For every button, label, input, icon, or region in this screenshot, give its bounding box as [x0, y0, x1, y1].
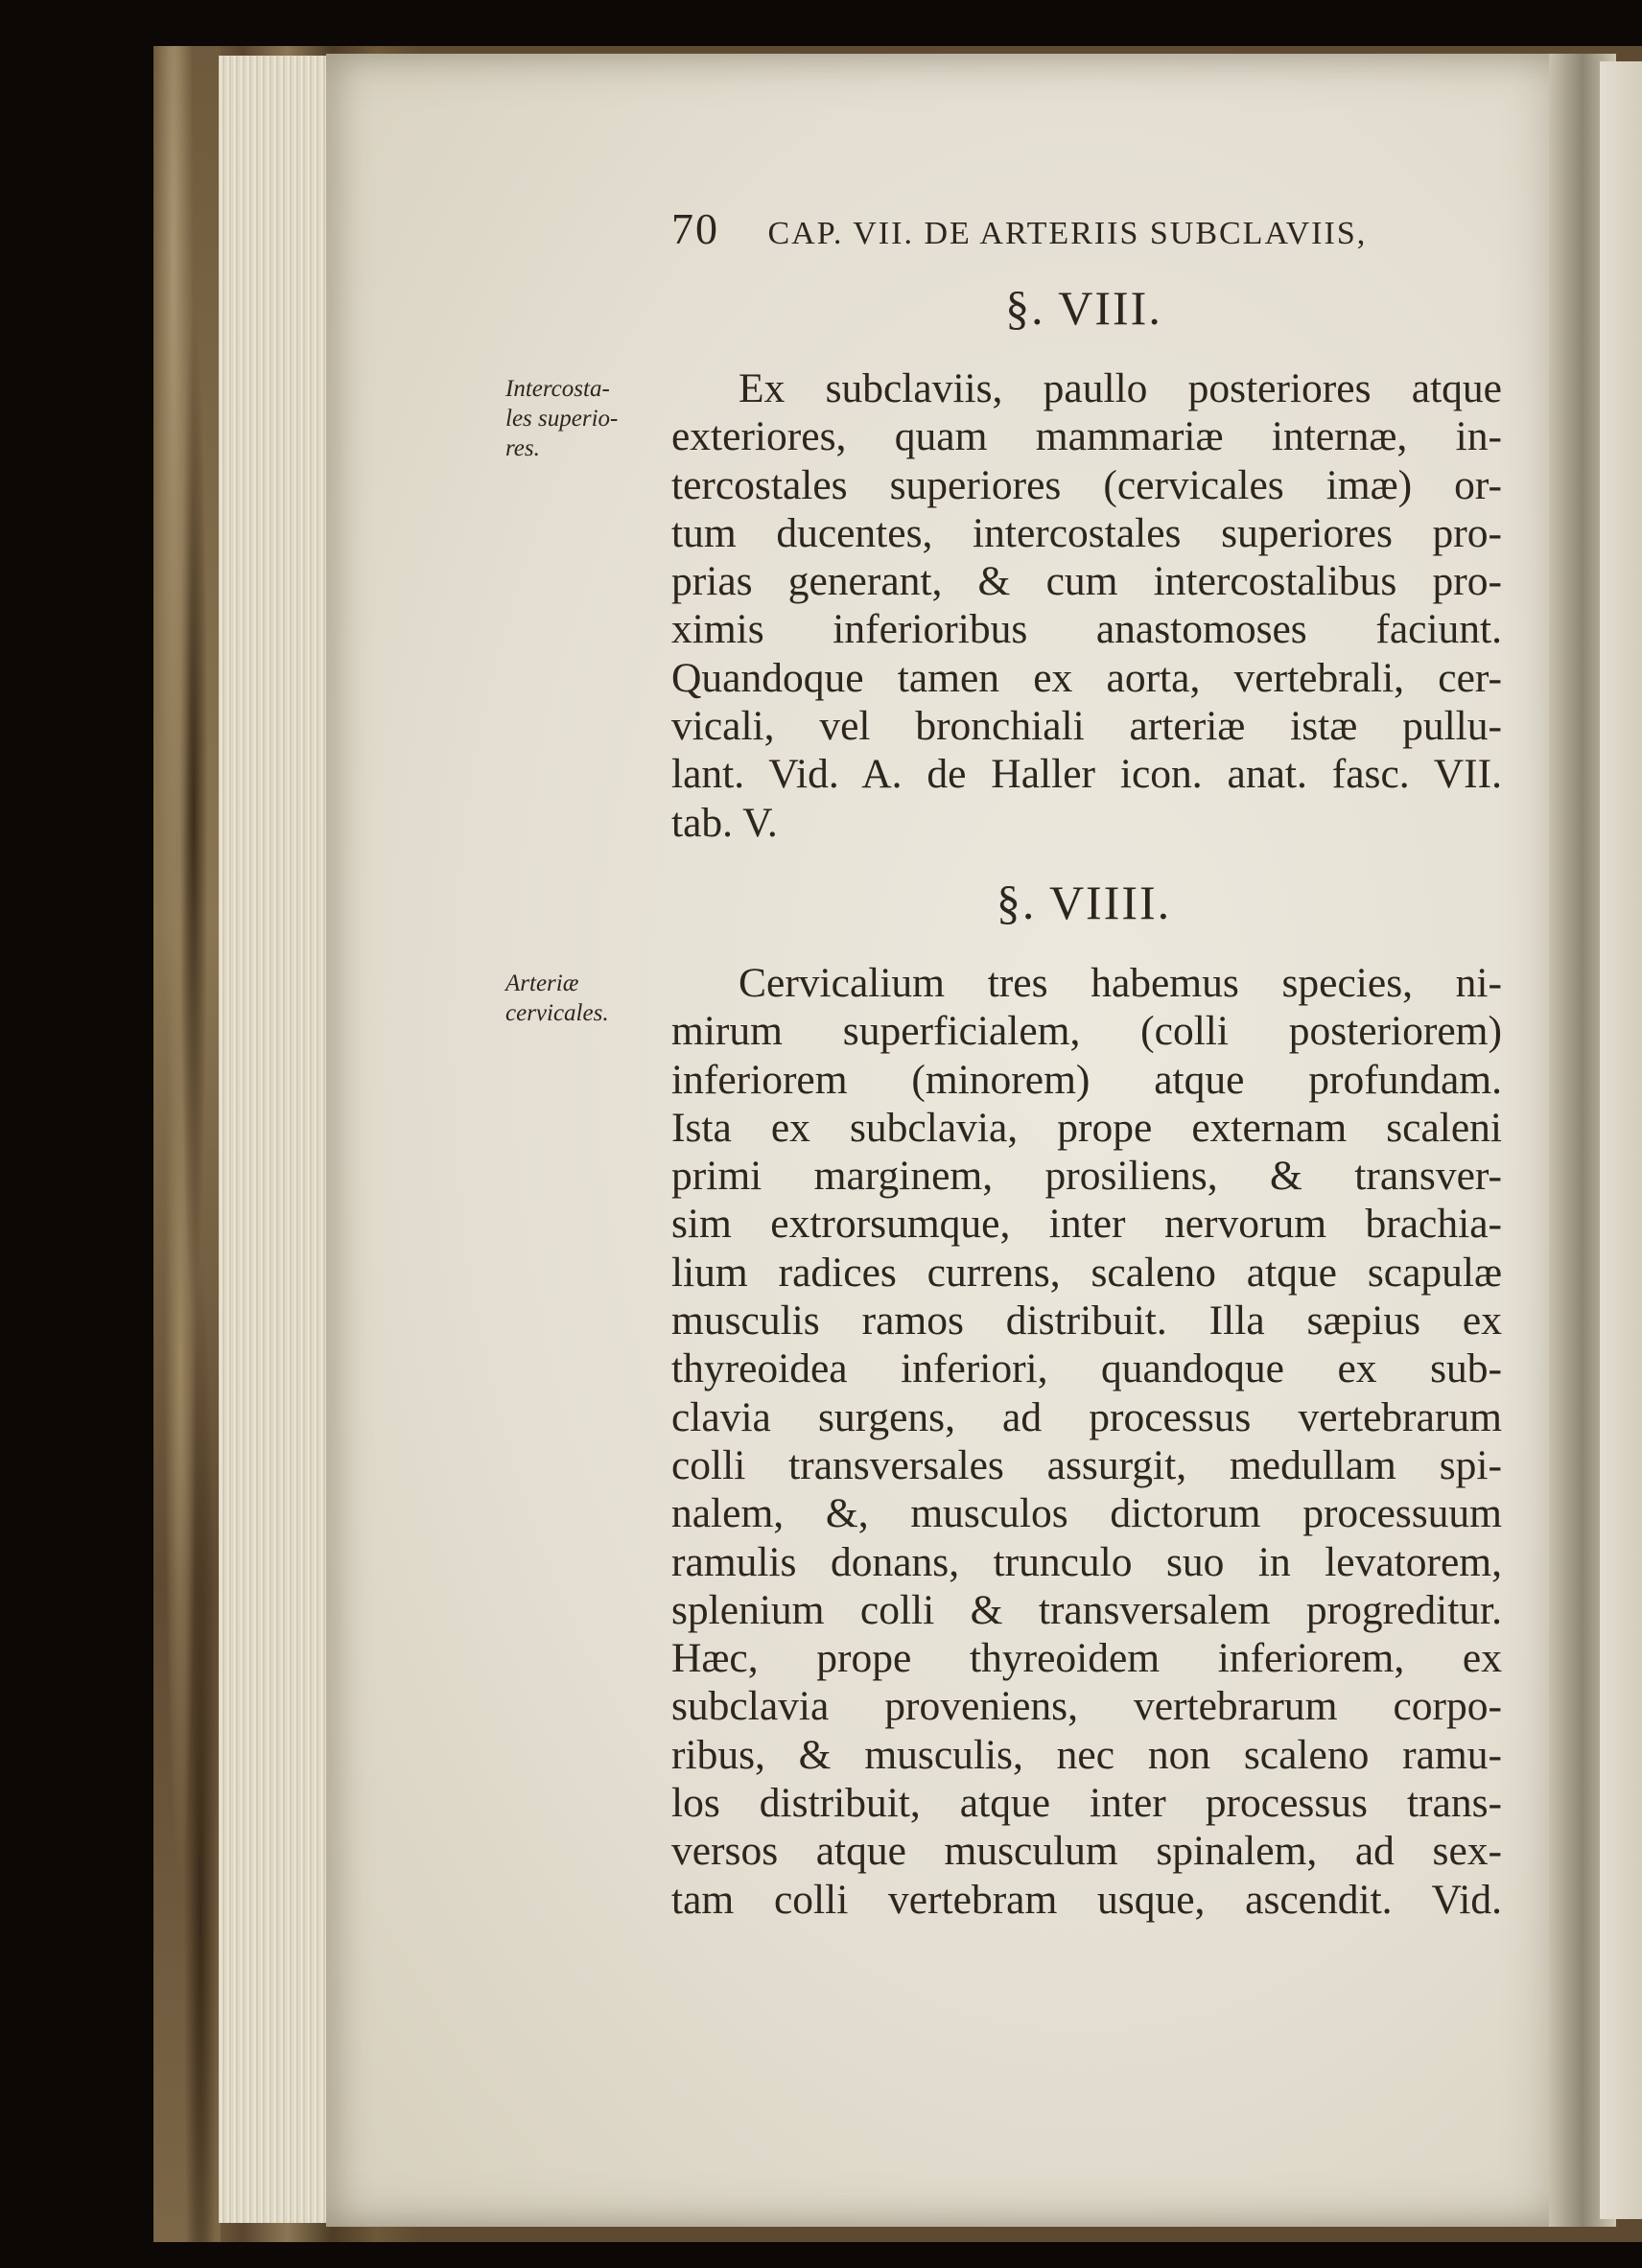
margin-note-line: Intercosta- — [505, 376, 610, 402]
margin-note-line: cervicales. — [505, 1000, 609, 1026]
page-number: 70 — [671, 204, 719, 253]
text-line: tum ducentes, intercostales superiores pro- — [671, 509, 1502, 556]
text-line: clavia surgens, ad processus vertebrarum — [671, 1393, 1502, 1440]
section-heading: §. VIII. — [1005, 281, 1162, 335]
text-line: Ista ex subclavia, prope externam scaleni — [671, 1104, 1502, 1151]
margin-note-line: res. — [505, 435, 540, 461]
running-title: CAP. VII. DE ARTERIIS SUBCLAVIIS, — [767, 216, 1368, 251]
text-line: versos atque musculum spinalem, ad sex- — [671, 1828, 1502, 1875]
margin-note-line: Arteriæ — [505, 970, 579, 996]
text-line: lant. Vid. A. de Haller icon. anat. fasc. VII. — [671, 751, 1502, 798]
text-line: ramulis donans, trunculo suo in levatorem, — [671, 1538, 1502, 1585]
text-line: exteriores, quam mammariæ internæ, in- — [671, 413, 1502, 460]
page-edges — [219, 56, 343, 2223]
margin-note — [505, 374, 669, 463]
margin-note-line: les superio- — [505, 406, 619, 432]
text-line: inferiorem (minorem) atque profundam. — [671, 1056, 1502, 1103]
text-line: nalem, &, musculos dictorum processuum — [671, 1490, 1502, 1537]
running-header — [671, 203, 1496, 261]
text-line: los distribuit, atque inter processus trans- — [671, 1780, 1502, 1827]
text-line: Cervicalium tres habemus species, ni- — [739, 960, 1502, 1006]
text-line: musculis ramos distribuit. Illa sæpius ex — [671, 1298, 1502, 1344]
text-line: vicali, vel bronchiali arteriæ istæ pullu- — [671, 703, 1502, 750]
text-line: ximis inferioribus anastomoses faciunt. — [671, 606, 1502, 653]
text-line: Hæc, prope thyreoidem inferiorem, ex — [671, 1635, 1502, 1682]
text-line: splenium colli & transversalem progreditur. — [671, 1586, 1502, 1633]
text-line: Quandoque tamen ex aorta, vertebrali, cer- — [671, 654, 1502, 701]
margin-note — [505, 969, 669, 1028]
facing-page-edge — [1600, 61, 1642, 2219]
section-heading: §. VIIII. — [996, 876, 1172, 929]
paragraph — [671, 959, 1502, 1924]
marbled-cover-edge — [153, 46, 221, 2242]
text-line: tam colli vertebram usque, ascendit. Vid. — [671, 1876, 1502, 1923]
paragraph — [671, 364, 1502, 847]
text-line: lium radices currens, scaleno atque scapulæ — [671, 1249, 1502, 1296]
text-line: primi marginem, prosiliens, & transver- — [671, 1153, 1502, 1200]
text-line: Ex subclaviis, paullo posteriores atque — [739, 365, 1502, 411]
text-line: thyreoidea inferiori, quandoque ex sub- — [671, 1345, 1502, 1392]
text-line: ribus, & musculis, nec non scaleno ramu- — [671, 1731, 1502, 1778]
text-line: tab. V. — [671, 799, 778, 846]
text-line: prias generant, & cum intercostalibus pro- — [671, 558, 1502, 605]
text-line: tercostales superiores (cervicales imæ) or- — [671, 461, 1502, 508]
text-line: mirum superficialem, (colli posteriorem) — [671, 1008, 1502, 1055]
text-line: colli transversales assurgit, medullam spi- — [671, 1441, 1502, 1488]
text-line: sim extrorsumque, inter nervorum brachia- — [671, 1201, 1502, 1248]
text-line: subclavia proveniens, vertebrarum corpo- — [671, 1683, 1502, 1730]
